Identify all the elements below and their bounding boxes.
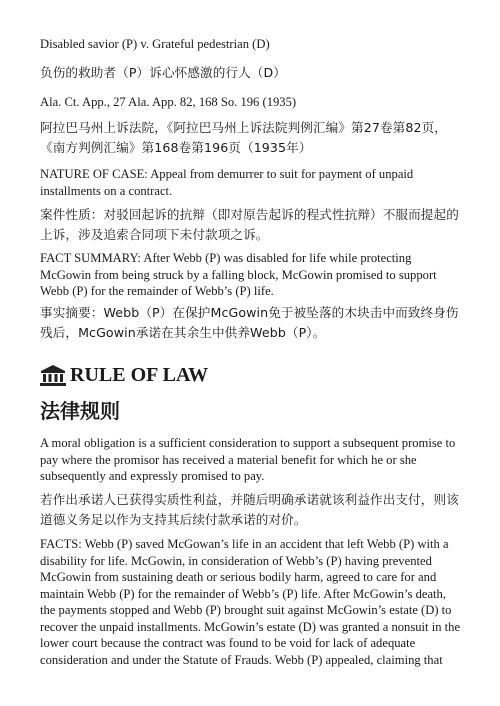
rule-text-zh: 若作出承诺人已获得实质性利益，并随后明确承诺就该利益作出支付，则该道德义务足以作为支持其后续付款承诺的对价。 [40, 492, 459, 527]
rule-of-law-heading [40, 363, 208, 387]
fact-summary-zh: 事实摘要：Webb（P）在保护McGowin免于被坠落的木块击中而致终身伤残后，McGowin承诺在其余生中供养Webb（P）。 [40, 305, 459, 340]
nature-of-case-zh: 案件性质：对驳回起诉的抗辩（即对原告起诉的程式性抗辩）不服而提起的上诉，涉及追索合同项下未付款项之诉。 [40, 207, 459, 242]
case-title-zh: 负伤的救助者（P）诉心怀感激的行人（D） [40, 65, 286, 80]
fact-summary-en: FACT SUMMARY: After Webb (P) was disabled for life while protecting McGowin from being struck by a falling block, McGowin promised to support Webb (P) for the remainder of Webb’s (P) life. [40, 251, 437, 298]
citation-en: Ala. Ct. App., 27 Ala. App. 82, 168 So. 196 (1935) [40, 95, 297, 109]
rule-of-law-heading-zh: 法律规则 [40, 399, 120, 423]
rule-text-en: A moral obligation is a sufficient consideration to support a subsequent promise to pay where the promisor has received a material benefit for which he or she subsequently and expressly promised to pay. [40, 436, 456, 483]
nature-of-case-en: NATURE OF CASE: Appeal from demurrer to suit for payment of unpaid installments on a contract. [40, 167, 414, 198]
courthouse-icon [40, 364, 66, 386]
case-title-en: Disabled savior (P) v. Grateful pedestrian (D) [40, 37, 270, 51]
facts-en: FACTS: Webb (P) saved McGowan’s life in an accident that left Webb (P) with a disability for life. McGowin, in consideration of Webb’s (P) having prevented McGowin from sustaining death or serious bodily harm, agreed to care for and maintain Webb (P) for the remainder of Webb’s (P) life. After McGowin’s death, the payments stopped and Webb (P) brought suit against McGowin’s estate (D) to recover the unpaid installments. McGowin’s estate (D) was granted a nonsuit in the lower court because the contract was found to be void for lack of adequate consideration and under the Statute of Frauds. Webb (P) appealed, claiming that [40, 537, 461, 667]
citation-zh: 阿拉巴马州上诉法院，《阿拉巴马州上诉法院判例汇编》第27卷第82页，《南方判例汇编》第168卷第196页（1935年） [40, 120, 447, 155]
rule-of-law-heading-text: RULE OF LAW [70, 364, 209, 386]
